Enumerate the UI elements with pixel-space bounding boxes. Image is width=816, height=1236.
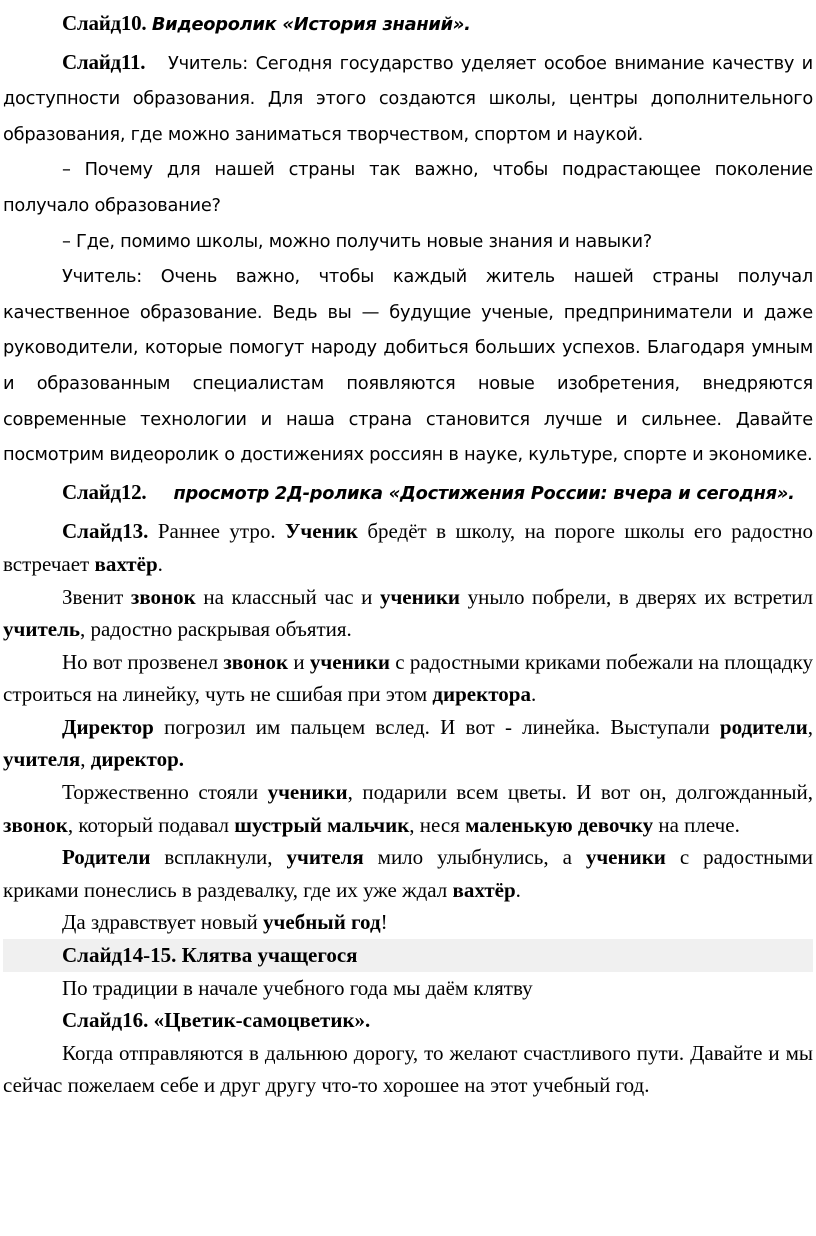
text-run: Раннее утро.	[157, 519, 286, 544]
bold-run: звонок	[130, 584, 196, 609]
bold-run: учителя	[3, 747, 81, 772]
bold-run: директор.	[90, 747, 185, 772]
bold-run: учителя	[286, 845, 364, 870]
text-run: погрозил им пальцем вслед. И вот - линейка. Выступали	[153, 714, 720, 739]
text-run: , который подавал	[67, 812, 235, 837]
slide13-paragraph-1	[3, 515, 813, 580]
slide16-text: Когда отправляются в дальнюю дорогу, то желают счастливого пути. Давайте и мы сейчас пожелаем себе и друг другу что-то хорошее на этот учебный год.	[3, 1040, 813, 1098]
slide16-heading: Слайд16. «Цветик-самоцветик».	[62, 1008, 371, 1033]
slide13-paragraph-4	[3, 711, 813, 776]
bold-run: Ученик	[285, 519, 358, 544]
slide12-title: просмотр 2Д-ролика «Достижения России: вчера и сегодня».	[173, 482, 795, 504]
bold-run: родители	[719, 714, 808, 739]
text-run: мило улыбнулись, а	[363, 845, 586, 870]
text-run: , подарили всем цветы. И вот он, долгожданный,	[347, 780, 813, 805]
slide13-paragraph-5	[3, 776, 813, 841]
text-run: с радостными криками понеслись в раздевалку, где их уже ждал	[3, 845, 814, 902]
slide10-label: Слайд10.	[62, 11, 147, 35]
slide14-heading: Слайд14-15. Клятва учащегося	[3, 939, 813, 972]
bold-run: Директор	[62, 714, 154, 739]
text-run: и	[288, 649, 310, 674]
slide12-heading	[3, 475, 813, 512]
slide13-paragraph-2	[3, 581, 813, 646]
bold-run: вахтёр	[452, 877, 516, 902]
bold-run: шустрый мальчик	[234, 812, 410, 837]
bold-run: звонок	[3, 812, 68, 837]
bold-run: учитель	[3, 617, 80, 642]
slide11-teacher-text: Учитель: Очень важно, чтобы каждый житель нашей страны получал качественное образование. Ведь вы — будущие ученые, предприниматели и даже руководители, которые помогут народу добиться больших успехов. Благодаря умным и образованным специалистам появляются новые изобретения, внедряются современные технологии и наша страна становится лучше и сильнее. Давайте посмотрим видеоролик о достижениях россиян в науке, культуре, спорте и экономике.	[3, 266, 813, 466]
slide13-paragraph-3	[3, 646, 813, 711]
text-run: всплакнули,	[150, 845, 287, 870]
text-run: .	[515, 877, 521, 902]
slide11-question-1: – Почему для нашей страны так важно, чтобы подрастающее поколение получало образование?	[3, 159, 813, 216]
slide13-paragraph-6	[3, 841, 813, 906]
text-run: , неся	[409, 812, 466, 837]
bold-run: ученики	[379, 584, 461, 609]
slide13-label: Слайд13.	[62, 519, 149, 544]
slide11-text: Учитель: Сегодня государство уделяет особое внимание качеству и доступности образования. Для этого создаются школы, центры дополнительного образования, где можно заниматься творчеством, спортом и наукой.	[3, 52, 813, 145]
slide11-question-2: – Где, помимо школы, можно получить новые знания и навыки?	[62, 230, 652, 252]
slide14-text: По традиции в начале учебного года мы даём клятву	[62, 975, 533, 1000]
bold-run: ученики	[585, 845, 666, 870]
bold-run: директора	[432, 682, 531, 707]
slide11-label: Слайд11.	[62, 49, 146, 74]
slide13-paragraph-7	[3, 906, 813, 939]
bold-run: учебный год	[263, 910, 381, 935]
bold-run: ученики	[309, 649, 390, 674]
bold-run: маленькую девочку	[465, 812, 654, 837]
text-run: на классный час и	[195, 584, 380, 609]
text-run: ,	[807, 714, 813, 739]
text-run: Торжественно стояли	[62, 780, 268, 805]
text-run: .	[157, 551, 163, 576]
slide10-heading	[3, 6, 813, 43]
text-run: Но вот прозвенел	[62, 649, 224, 674]
text-run: ,	[80, 747, 91, 772]
text-run: на плече.	[653, 812, 740, 837]
bold-run: ученики	[267, 780, 348, 805]
slide11-paragraph	[3, 45, 813, 153]
bold-run: вахтёр	[94, 551, 158, 576]
text-run: , радостно раскрывая объятия.	[79, 617, 352, 642]
text-run: с радостными криками побежали на площадку строиться на линейку, чуть не сшибая при этом	[3, 649, 813, 707]
bold-run: звонок	[223, 649, 289, 674]
slide12-label: Слайд12.	[62, 479, 147, 504]
text-run: Да здравствует новый	[62, 910, 264, 935]
slide10-title: Видеоролик «История знаний».	[151, 14, 471, 35]
text-run: .	[530, 682, 537, 707]
text-run: Звенит	[62, 584, 131, 609]
text-run: уныло побрели, в дверях их встретил	[460, 584, 813, 609]
bold-run: Родители	[62, 845, 151, 870]
text-run: бредёт в школу, на пороге школы его радостно встречает	[3, 519, 814, 576]
text-run: !	[380, 910, 388, 935]
